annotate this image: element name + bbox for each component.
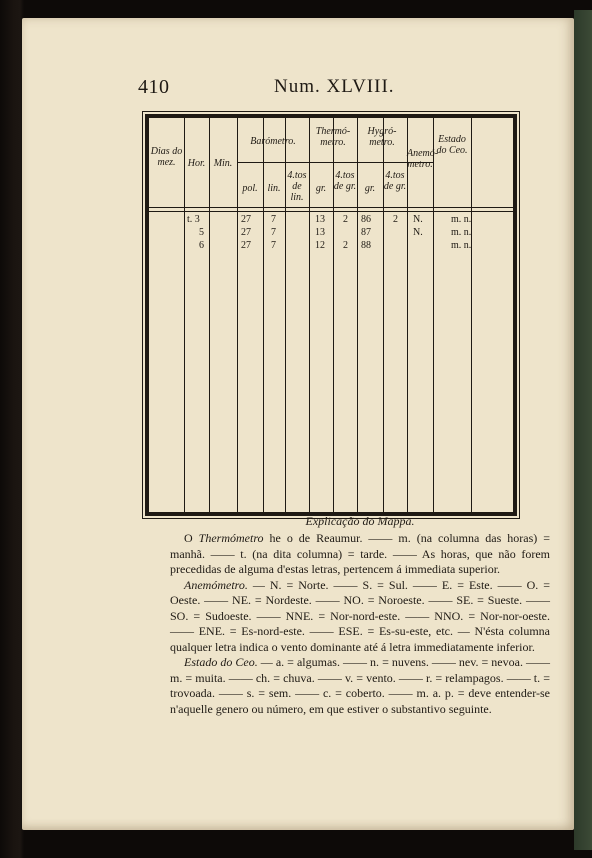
cell-gr-hygro: 86 xyxy=(361,214,371,225)
explanation-title: Explicação do Mappa. xyxy=(305,514,415,528)
table-rule xyxy=(357,118,358,512)
table-rule xyxy=(237,162,433,163)
cell-pol: 27 xyxy=(241,240,251,251)
cell-pol: 27 xyxy=(241,214,251,225)
meteorological-table xyxy=(146,115,516,515)
cell-quartos-gr-thermo: 2 xyxy=(343,214,348,225)
explanation-block xyxy=(170,514,550,717)
cell-quartos-gr-hygro: 2 xyxy=(393,214,398,225)
para-lead: O xyxy=(184,531,193,545)
cell-gr-thermo: 12 xyxy=(315,240,325,251)
cell-estado: m. n. xyxy=(451,227,472,238)
cell-anemometro: N. xyxy=(413,214,423,225)
anemometer-text: — N. = Norte. —— S. = Sul. —— E. = Este. —— O. = Oeste. —— NE. = Nordeste. —— NO. = Noroeste. —— SE. = Sueste. —— SO. = Sudoeste. —— NNE. = Nor-nord-este. —— NNO. = Nor-nor-oeste. —— ENE. = Es-nord-este. —— ESE. = Es-su-este, etc. — N'ésta columna qualquer letra indica o vento dominante até á letra immediatamente inferior. xyxy=(170,577,550,654)
book-page xyxy=(22,18,574,830)
header-lin: lin. xyxy=(267,183,281,194)
header-pol: pol. xyxy=(242,183,258,194)
table-rule xyxy=(407,118,408,512)
table-rule xyxy=(184,118,185,512)
adjacent-page-edge xyxy=(574,10,592,850)
explanation-sky-state xyxy=(170,655,550,717)
header-min: Min. xyxy=(213,158,233,169)
cell-quartos-gr-thermo: 2 xyxy=(343,240,348,251)
thermometer-text: he o de Reaumur. —— m. (na columna das horas) = manhã. —— t. (na dita columna) = tarde. —— As horas, que não forem precedidas de alguma d'estas letras, pertencem á immediata superior. xyxy=(170,531,551,576)
table-rule xyxy=(471,118,472,512)
cell-gr-hygro: 88 xyxy=(361,240,371,251)
cell-gr-hygro: 87 xyxy=(361,227,371,238)
explanation-anemometer xyxy=(170,578,550,656)
term-anemometro: Anemómetro. xyxy=(184,577,248,592)
table-rule xyxy=(433,118,434,512)
cell-anemometro: N. xyxy=(413,227,423,238)
cell-hor: 5 xyxy=(199,227,204,238)
header-hygrometro: Hygró-metro. xyxy=(367,126,397,148)
term-thermometro: Thermómetro xyxy=(198,531,264,545)
header-quartos-gr-hygro: 4.tos de gr. xyxy=(383,170,407,192)
header-gr-hygro: gr. xyxy=(364,183,376,194)
explanation-thermometer xyxy=(170,531,550,578)
cell-lin: 7 xyxy=(271,214,276,225)
cell-pol: 27 xyxy=(241,227,251,238)
cell-estado: m. n. xyxy=(451,214,472,225)
header-quartos-gr-thermo: 4.tos de gr. xyxy=(333,170,357,192)
header-dias: Dias do mez. xyxy=(150,146,183,168)
cell-hor: t. 3 xyxy=(187,214,200,225)
issue-number: Num. XLVIII. xyxy=(274,76,395,97)
header-barometro: Barómetro. xyxy=(250,136,296,147)
running-head xyxy=(22,76,574,106)
table-rule xyxy=(149,211,513,212)
header-thermometro: Thermó-metro. xyxy=(315,126,351,148)
cell-gr-thermo: 13 xyxy=(315,227,325,238)
term-estado-do-ceo: Estado do Ceo. xyxy=(184,655,258,669)
cell-gr-thermo: 13 xyxy=(315,214,325,225)
table-rule xyxy=(237,118,238,512)
header-quartos-lin: 4.tos de lin. xyxy=(287,170,307,203)
header-hor: Hor. xyxy=(187,158,206,169)
cell-lin: 7 xyxy=(271,227,276,238)
cell-estado: m. n. xyxy=(451,240,472,251)
page-number: 410 xyxy=(138,76,170,98)
sky-state-text: — a. = algumas. —— n. = nuvens. —— nev. = nevoa. —— m. = muita. —— ch. = chuva. —— v. = vento. —— r. = relampagos. —— t. = trovoada. —— s. = sem. —— c. = coberto. —— m. a. p. = deve entender-se n'aquelle genero ou número, em que estiver o substantivo seguinte. xyxy=(170,655,550,716)
table-rule xyxy=(209,118,210,512)
cell-hor: 6 xyxy=(199,240,204,251)
cell-lin: 7 xyxy=(271,240,276,251)
table-rule xyxy=(149,207,513,208)
table-rule xyxy=(309,118,310,512)
header-anemometro: Anemó-metro. xyxy=(407,148,439,170)
header-estado: Estado do Ceo. xyxy=(436,134,468,156)
table-rule xyxy=(263,118,264,512)
header-gr-thermo: gr. xyxy=(315,183,327,194)
